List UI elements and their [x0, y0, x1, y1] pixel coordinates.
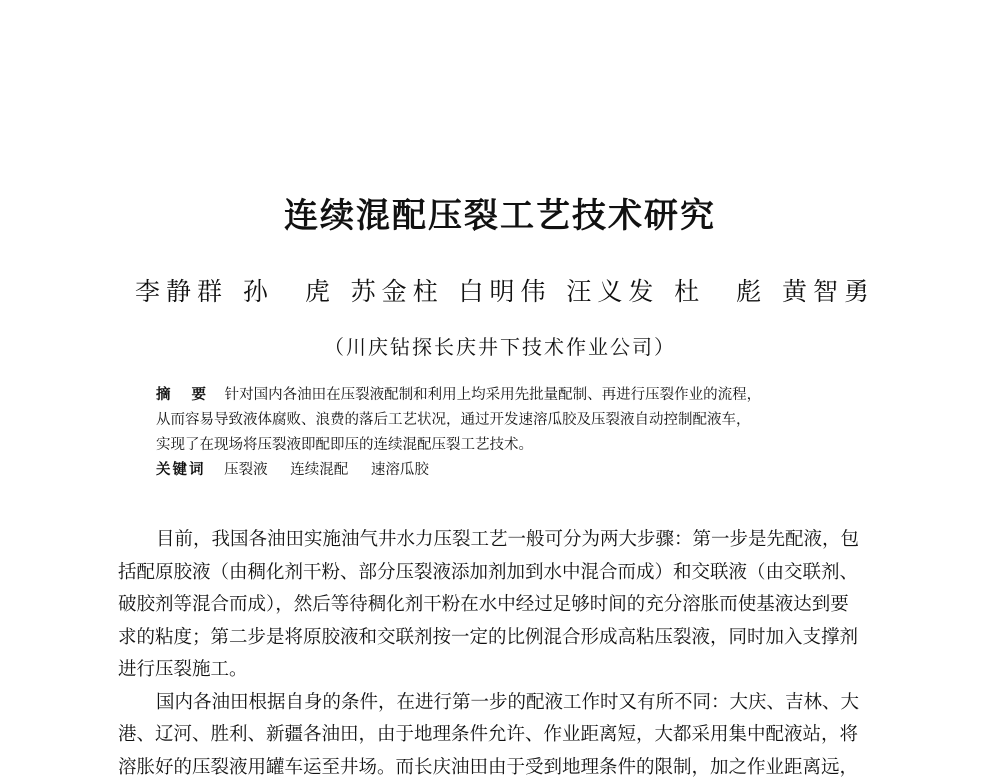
author-list — [135, 272, 875, 308]
keyword: 连续混配 — [290, 462, 348, 478]
author-name: 孙 虎 — [243, 272, 336, 308]
abstract-line: 实现了在现场将压裂液即配即压的连续混配压裂工艺技术。 — [156, 433, 876, 458]
keywords — [156, 458, 876, 483]
body-line: 目前，我国各油田实施油气井水力压裂工艺一般可分为两大步骤：第一步是先配液，包 — [118, 524, 918, 557]
author-name: 杜 彪 — [674, 272, 767, 308]
body-line: 溶胀好的压裂液用罐车运至井场。而长庆油田由于受到地理条件的限制，加之作业距离远， — [118, 752, 918, 784]
author-name: 黄智勇 — [782, 272, 875, 308]
abstract-label: 摘 要 — [156, 387, 214, 403]
body-line: 求的粘度；第二步是将原胶液和交联剂按一定的比例混合形成高粘压裂液，同时加入支撑剂 — [118, 622, 918, 655]
abstract-text: 针对国内各油田在压裂液配制和利用上均采用先批量配制、再进行压裂作业的流程， — [225, 387, 762, 403]
affiliation: （川庆钻探长庆井下技术作业公司） — [0, 331, 1000, 360]
author-name: 李静群 — [135, 272, 228, 308]
body-line: 括配原胶液（由稠化剂干粉、部分压裂液添加剂加到水中混合而成）和交联液（由交联剂、 — [118, 557, 918, 590]
body-text — [118, 524, 918, 784]
keyword: 速溶瓜胶 — [371, 462, 429, 478]
body-line: 进行压裂施工。 — [118, 654, 918, 687]
abstract-line — [156, 383, 876, 408]
keyword: 压裂液 — [224, 462, 268, 478]
keywords-label: 关键词 — [156, 462, 206, 478]
body-line: 港、辽河、胜利、新疆各油田，由于地理条件允许、作业距离短，大都采用集中配液站，将 — [118, 719, 918, 752]
author-name: 白明伟 — [458, 272, 551, 308]
author-name: 苏金柱 — [351, 272, 444, 308]
body-line: 破胶剂等混合而成），然后等待稠化剂干粉在水中经过足够时间的充分溶胀而使基液达到要 — [118, 589, 918, 622]
author-name: 汪义发 — [566, 272, 659, 308]
paper-title: 连续混配压裂工艺技术研究 — [0, 188, 1000, 237]
body-line: 国内各油田根据自身的条件，在进行第一步的配液工作时又有所不同：大庆、吉林、大 — [118, 687, 918, 720]
abstract-line: 从而容易导致液体腐败、浪费的落后工艺状况，通过开发速溶瓜胶及压裂液自动控制配液车， — [156, 408, 876, 433]
abstract — [156, 383, 876, 483]
